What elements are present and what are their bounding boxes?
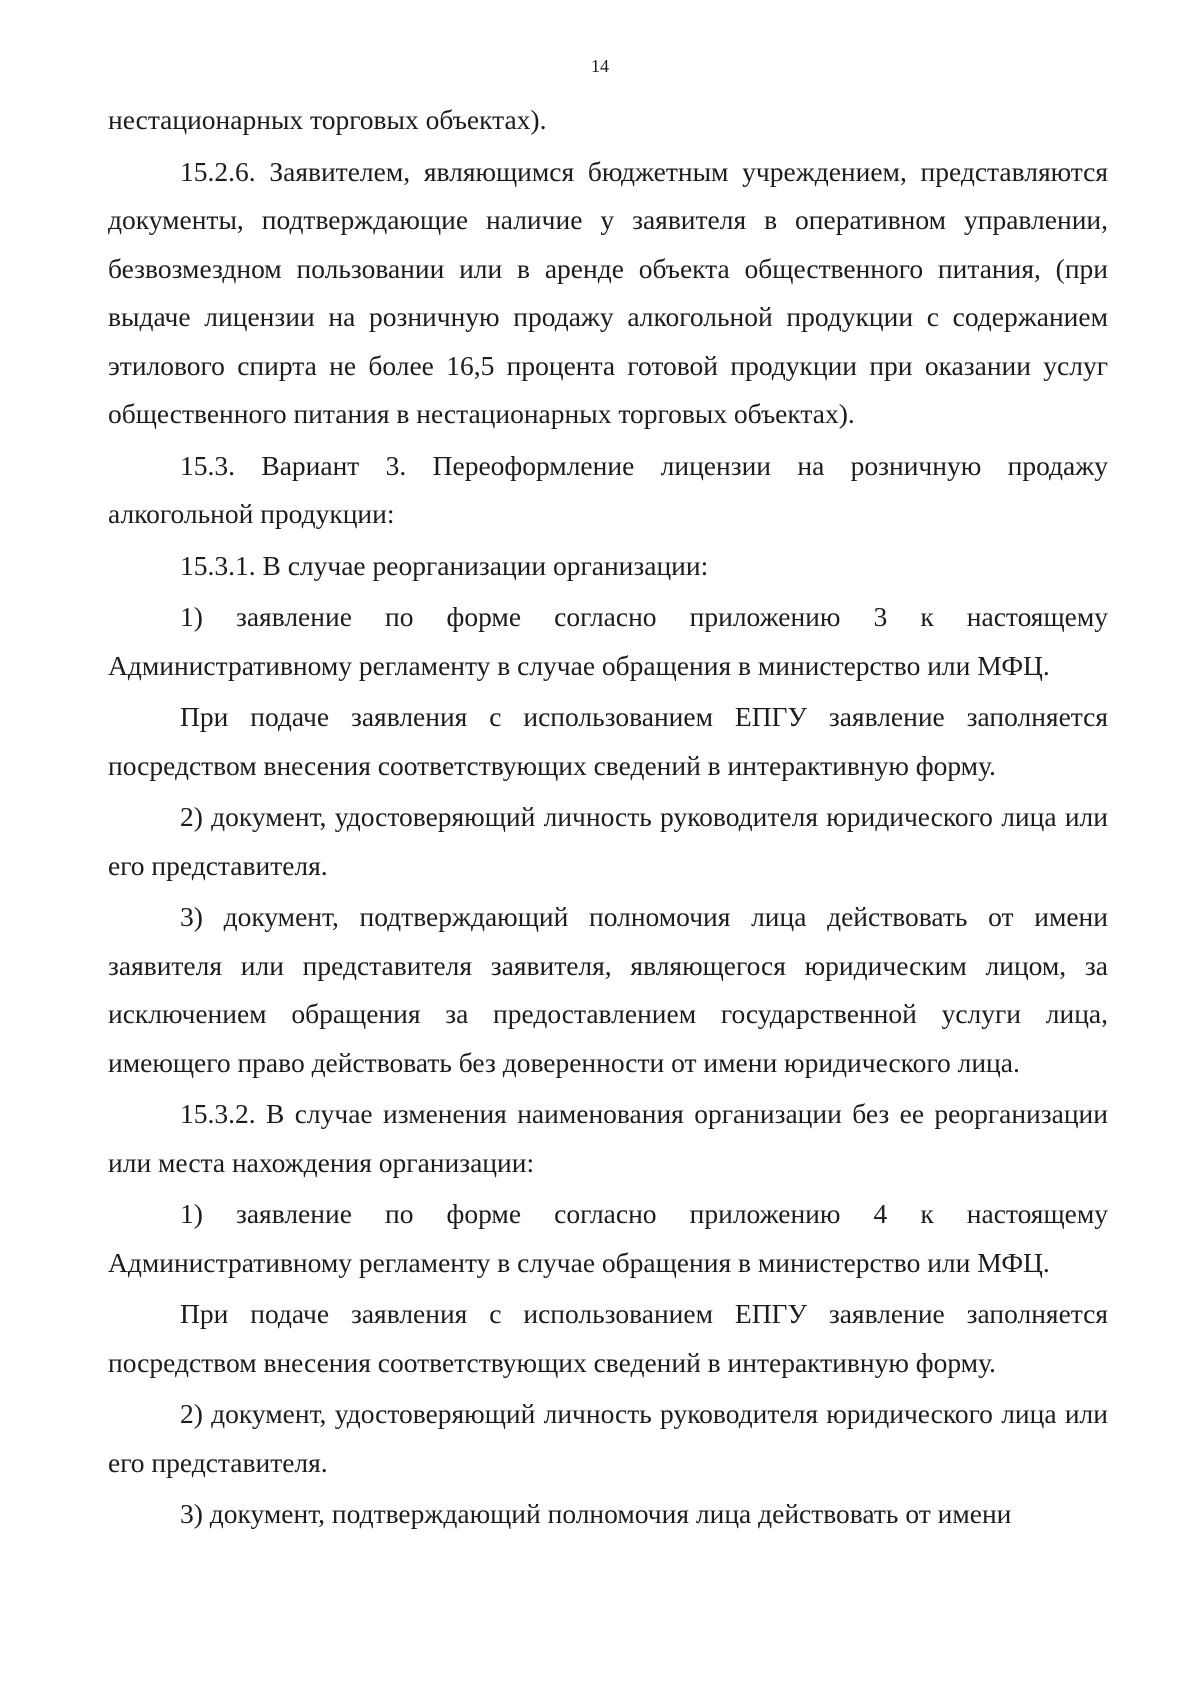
page-number: 14 bbox=[591, 56, 609, 76]
list-item-1-application: 1) заявление по форме согласно приложению 3 к настоящему Административному регламенту в случае обращения в министерство или МФЦ. bbox=[108, 601, 1108, 681]
paragraph-15-3: 15.3. Вариант 3. Переоформление лицензии на розничную продажу алкогольной продукции: bbox=[108, 449, 1108, 529]
paragraph-15-2-6: 15.2.6. Заявителем, являющимся бюджетным учреждением, представляются документы, подтверждающие наличие у заявителя в оперативном управлении, безвозмездном пользовании или в аренде объекта общественного питания, (при выдаче лицензии на розничную продажу алкогольной продукции с содержанием этилового спирта не более 16,5 процента готовой продукции при оказании услуг общественного питания в нестационарных торговых объектах). bbox=[108, 155, 1108, 429]
paragraph-epgu-note-2: При подаче заявления с использованием ЕПГУ заявление заполняется посредством внесения соответствующих сведений в интерактивную форму. bbox=[108, 1298, 1108, 1378]
document-body bbox=[108, 96, 1108, 1539]
list-item-3-authority-document: 3) документ, подтверждающий полномочия лица действовать от имени заявителя или представителя заявителя, являющегося юридическим лицом, за исключением обращения за предоставлением государственной услуги лица, имеющего право действовать без доверенности от имени юридического лица. bbox=[108, 901, 1108, 1078]
paragraph-epgu-note: При подаче заявления с использованием ЕПГУ заявление заполняется посредством внесения соответствующих сведений в интерактивную форму. bbox=[108, 701, 1108, 781]
list-item-3-authority-document-2: 3) документ, подтверждающий полномочия лица действовать от имени bbox=[180, 1498, 1012, 1529]
paragraph-1: нестационарных торговых объектах). bbox=[108, 104, 547, 135]
list-item-2-identity-document-2: 2) документ, удостоверяющий личность руководителя юридического лица или его представителя. bbox=[108, 1398, 1108, 1478]
list-item-1-application-2: 1) заявление по форме согласно приложению 4 к настоящему Административному регламенту в случае обращения в министерство или МФЦ. bbox=[108, 1198, 1108, 1278]
paragraph-15-3-1: 15.3.1. В случае реорганизации организации: bbox=[180, 549, 709, 581]
paragraph-15-3-2: 15.3.2. В случае изменения наименования организации без ее реорганизации или места нахождения организации: bbox=[108, 1098, 1108, 1178]
list-item-2-identity-document: 2) документ, удостоверяющий личность руководителя юридического лица или его представителя. bbox=[108, 801, 1108, 881]
